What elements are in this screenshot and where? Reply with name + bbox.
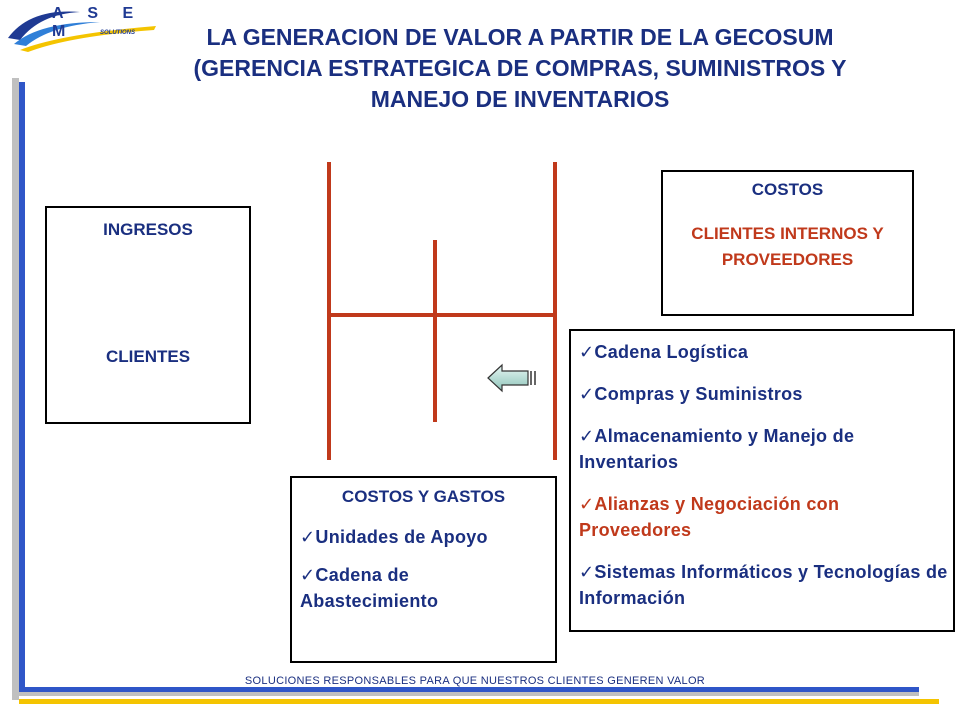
list-item-text: Cadena Logística	[594, 342, 749, 362]
check-icon: ✓	[579, 494, 595, 514]
left-border-gray	[12, 78, 19, 700]
list-item-text: Compras y Suministros	[594, 384, 803, 404]
check-icon: ✓	[579, 342, 595, 362]
ingresos-clientes-label: CLIENTES	[105, 347, 191, 366]
gecosum-list	[579, 339, 949, 611]
ingresos-box	[45, 206, 251, 424]
h-left-vertical-line	[327, 162, 331, 460]
list-item	[300, 524, 550, 550]
check-icon: ✓	[300, 565, 316, 585]
bottom-border-gray	[19, 692, 919, 696]
h-middle-vertical-line	[433, 240, 437, 422]
check-icon: ✓	[579, 426, 595, 446]
gecosum-list-box	[569, 329, 955, 632]
bottom-border-yellow	[19, 699, 939, 704]
logo-text: A S E M	[52, 5, 144, 40]
list-item-text: Almacenamiento y Manejo de Inventarios	[579, 426, 855, 472]
list-item	[300, 562, 550, 614]
costos-heading: COSTOS	[751, 180, 824, 199]
logo-subtext: SOLUTIONS	[100, 30, 136, 36]
list-item	[579, 381, 949, 407]
list-item-text: Sistemas Informáticos y Tecnologías de Información	[579, 562, 948, 608]
ingresos-heading: INGRESOS	[103, 220, 193, 239]
list-item	[579, 491, 949, 543]
asem-logo	[0, 0, 170, 60]
list-item	[579, 559, 949, 611]
check-icon: ✓	[579, 562, 595, 582]
h-right-vertical-line	[553, 162, 557, 460]
list-item	[579, 423, 949, 475]
list-item-text: Unidades de Apoyo	[315, 527, 488, 547]
check-icon: ✓	[300, 527, 316, 547]
h-crossbar-line	[327, 313, 557, 317]
costos-clientes-label: CLIENTES INTERNOS Y PROVEEDORES	[691, 224, 884, 269]
list-item	[579, 339, 949, 365]
costos-gastos-heading: COSTOS Y GASTOS	[341, 487, 506, 506]
list-item-text: Cadena de Abastecimiento	[300, 565, 439, 611]
left-arrow-icon	[486, 363, 538, 393]
left-border-blue	[19, 82, 25, 690]
costos-box	[661, 170, 914, 316]
costos-gastos-list	[300, 524, 550, 614]
costos-gastos-box	[290, 476, 557, 663]
footer-text: SOLUCIONES RESPONSABLES PARA QUE NUESTROS CLIENTES GENEREN VALOR	[244, 675, 706, 687]
check-icon: ✓	[579, 384, 595, 404]
page-title: LA GENERACION DE VALOR A PARTIR DE LA GECOSUM (GERENCIA ESTRATEGICA DE COMPRAS, SUMINISTROS Y MANEJO DE INVENTARIOS	[193, 24, 847, 112]
list-item-text: Alianzas y Negociación con Proveedores	[579, 494, 840, 540]
